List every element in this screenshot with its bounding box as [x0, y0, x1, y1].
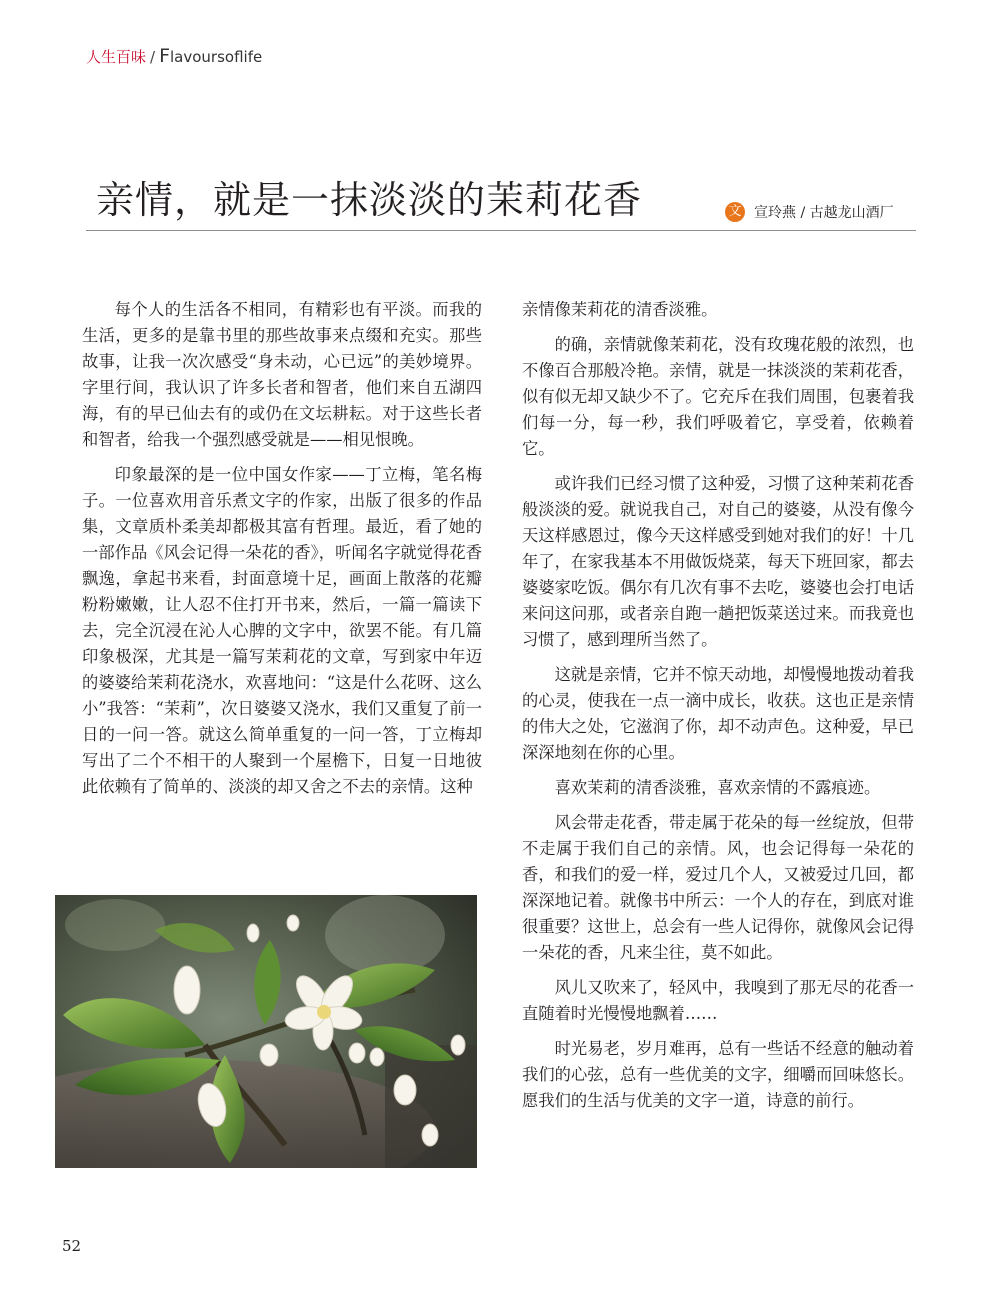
title-divider — [86, 230, 916, 231]
body-paragraph: 或许我们已经习惯了这种爱，习惯了这种茉莉花香般淡淡的爱。就说我自己，对自己的婆婆，从没有像今天这样感恩过，像今天这样感受到她对我们的好！十几年了，在家我基本不用做饭烧菜，每天下班回家，都去婆婆家吃饭。偶尔有几次有事不去吃，婆婆也会打电话来问这问那，或者亲自跑一趟把饭菜送过来。而我竟也习惯了，感到理所当然了。 — [522, 474, 914, 649]
author-byline — [725, 201, 894, 223]
body-paragraph: 风会带走花香，带走属于花朵的每一丝绽放，但带不走属于我们自己的亲情。风，也会记得每一朵花的香，和我们的爱一样，爱过几个人，又被爱过几回，都深深地记着。就像书中所云：一个人的存在，到底对谁很重要？这世上，总会有一些人记得你，就像风会记得一朵花的香，凡来尘往，莫不如此。 — [522, 813, 914, 962]
body-paragraph: 风儿又吹来了，轻风中，我嗅到了那无尽的花香一直随着时光慢慢地飘着…… — [522, 978, 914, 1023]
body-paragraph: 时光易老，岁月难再，总有一些话不经意的触动着我们的心弦，总有一些优美的文字，细嚼而回味悠长。愿我们的生活与优美的文字一道，诗意的前行。 — [522, 1039, 914, 1110]
right-column — [522, 297, 914, 1123]
left-column — [82, 297, 482, 809]
section-name-cn: 人生百味 — [86, 48, 147, 66]
author-name: 宣玲燕 / 古越龙山酒厂 — [754, 205, 894, 221]
section-header — [86, 46, 262, 67]
byline-badge: 文 — [725, 202, 745, 222]
jasmine-flower-photo — [55, 895, 477, 1168]
article-title: 亲情，就是一抹淡淡的茉莉花香 — [96, 178, 643, 222]
body-paragraph: 印象最深的是一位中国女作家——丁立梅，笔名梅子。一位喜欢用音乐煮文字的作家，出版了很多的作品集，文章质朴柔美却都极其富有哲理。最近，看了她的一部作品《风会记得一朵花的香》，听闻名字就觉得花香飘逸，拿起书来看，封面意境十足，画面上散落的花瓣粉粉嫩嫩，让人忍不住打开书来，然后，一篇一篇读下去，完全沉浸在沁人心脾的文字中，欲罢不能。有几篇印象极深，尤其是一篇写茉莉花的文章，写到家中年迈的婆婆给茉莉花浇水，欢喜地问：“这是什么花呀、这么小”我答：“茉莉”，次日婆婆又浇水，我们又重复了前一日的一问一答。就这么简单重复的一问一答，丁立梅却写出了二个不相干的人聚到一个屋檐下，日复一日地彼此依赖有了简单的、淡淡的却又舍之不去的亲情。这种 — [82, 465, 482, 796]
page-number: 52 — [62, 1237, 82, 1255]
jasmine-photo-illustration — [55, 895, 477, 1168]
body-paragraph: 的确，亲情就像茉莉花，没有玫瑰花般的浓烈，也不像百合那般冷艳。亲情，就是一抹淡淡的茉莉花香，似有似无却又缺少不了。它充斥在我们周围，包裹着我们每一分，每一秒，我们呼吸着它，享受着，依赖着它。 — [522, 335, 914, 458]
body-paragraph-continuation: 亲情像茉莉花的清香淡雅。 — [522, 300, 718, 319]
section-name-en-rest: lavoursoflife — [170, 48, 263, 66]
body-paragraph: 这就是亲情，它并不惊天动地，却慢慢地拨动着我的心灵，使我在一点一滴中成长，收获。这也正是亲情的伟大之处，它滋润了你，却不动声色。这种爱，早已深深地刻在你的心里。 — [522, 665, 914, 762]
section-name-en — [159, 45, 263, 67]
body-paragraph: 喜欢茉莉的清香淡雅，喜欢亲情的不露痕迹。 — [554, 778, 881, 797]
section-name-en-initial: F — [159, 45, 171, 67]
section-separator: / — [150, 48, 156, 66]
body-paragraph: 每个人的生活各不相同，有精彩也有平淡。而我的生活，更多的是靠书里的那些故事来点缀和充实。那些故事，让我一次次感受“身未动，心已远”的美妙境界。字里行间，我认识了许多长者和智者，他们来自五湖四海，有的早已仙去有的或仍在文坛耕耘。对于这些长者和智者，给我一个强烈感受就是——相见恨晚。 — [82, 300, 482, 449]
